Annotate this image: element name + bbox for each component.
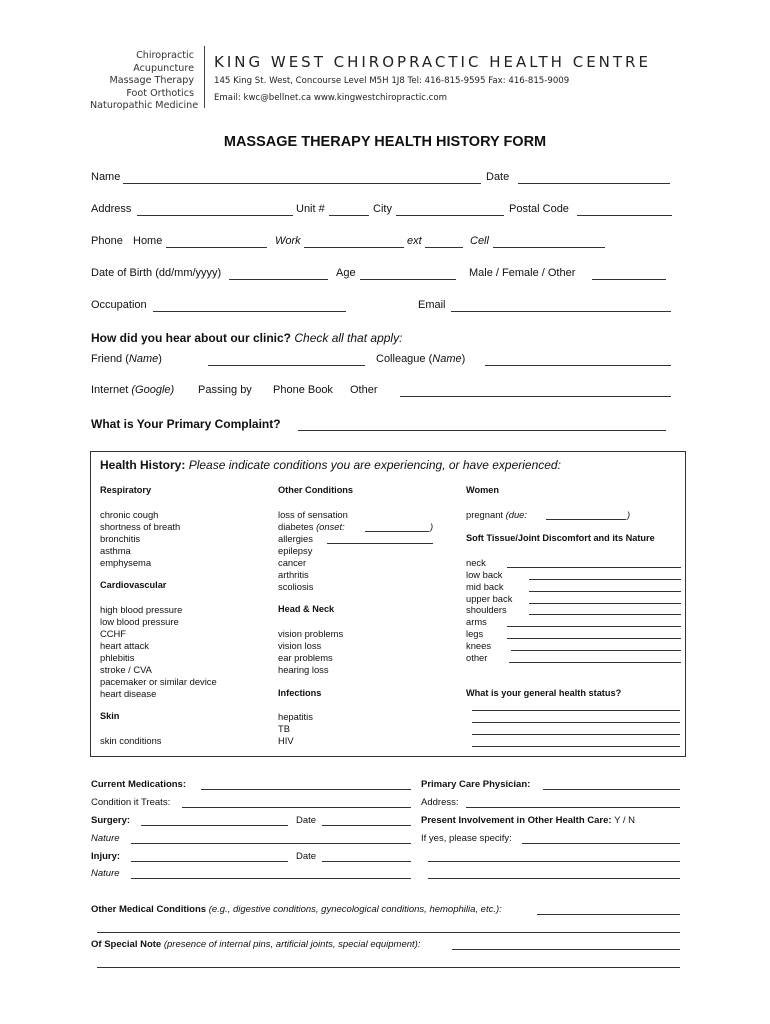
condition-diabetes[interactable] xyxy=(278,521,345,532)
discomfort-label: arms xyxy=(466,616,487,627)
health-history-title xyxy=(100,458,561,472)
colleague-option[interactable] xyxy=(376,353,465,365)
google-hint: (Google) xyxy=(131,384,175,396)
postal-code-field[interactable] xyxy=(577,215,672,216)
condition-high-blood-pressure[interactable] xyxy=(100,604,182,615)
soft-tissue-heading: Soft Tissue/Joint Discomfort and its Nature xyxy=(466,533,655,543)
surgery-nature-label: Nature xyxy=(91,833,120,844)
discomfort-label: mid back xyxy=(466,581,504,592)
injury-nature-label: Nature xyxy=(91,868,120,879)
cardiovascular-heading: Cardiovascular xyxy=(100,580,167,590)
condition-label: arthritis xyxy=(278,569,309,580)
form-title: MASSAGE THERAPY HEALTH HISTORY FORM xyxy=(223,134,547,150)
condition-stroke[interactable] xyxy=(100,664,152,675)
present-involvement xyxy=(421,815,635,826)
condition-label: phlebitis xyxy=(100,652,135,663)
phone-book-label: Phone Book xyxy=(273,384,333,396)
injury-label: Injury: xyxy=(91,851,121,862)
condition-ear-problems[interactable] xyxy=(278,652,333,663)
cell-field[interactable] xyxy=(493,247,605,248)
present-involvement-label: Present Involvement in Other Health Care: xyxy=(421,815,612,826)
condition-epilepsy[interactable] xyxy=(278,545,312,556)
other-medical-hint: (e.g., digestive conditions, gynecological conditions, hemophilia, etc.): xyxy=(208,904,502,915)
referral-question xyxy=(91,331,402,345)
condition-label: TB xyxy=(278,723,290,734)
condition-shortness-of-breath[interactable] xyxy=(100,521,180,532)
internet-label: Internet xyxy=(91,384,129,396)
date-field[interactable] xyxy=(518,183,670,184)
surgery-field[interactable] xyxy=(141,825,288,826)
discomfort-neck[interactable] xyxy=(466,557,486,568)
condition-label: shortness of breath xyxy=(100,521,181,532)
condition-label: asthma xyxy=(100,545,131,556)
condition-label: skin conditions xyxy=(100,735,162,746)
onset-hint: (onset: xyxy=(316,521,345,532)
discomfort-label: knees xyxy=(466,640,492,651)
condition-low-blood-pressure[interactable] xyxy=(100,616,179,627)
discomfort-low-back[interactable] xyxy=(466,569,502,580)
condition-tb[interactable] xyxy=(278,723,290,734)
condition-emphysema[interactable] xyxy=(100,557,151,568)
work-phone-field[interactable] xyxy=(304,247,404,248)
condition-treats-field[interactable] xyxy=(182,807,411,808)
phone-book-option[interactable] xyxy=(273,384,333,396)
discomfort-label: other xyxy=(466,652,488,663)
postal-code-label: Postal Code xyxy=(509,203,569,215)
service-item: Chiropractic xyxy=(136,50,194,61)
occupation-label: Occupation xyxy=(91,299,147,311)
condition-heart-attack[interactable] xyxy=(100,640,149,651)
injury-field[interactable] xyxy=(131,861,288,862)
condition-phlebitis[interactable] xyxy=(100,652,134,663)
specify-line-2[interactable] xyxy=(428,861,680,862)
diabetes-onset-field[interactable] xyxy=(365,531,429,532)
special-note xyxy=(91,939,421,950)
general-health-heading: What is your general health status? xyxy=(466,688,622,698)
discomfort-label: low back xyxy=(466,569,503,580)
condition-cancer[interactable] xyxy=(278,557,306,568)
discomfort-label: upper back xyxy=(466,593,513,604)
condition-hiv[interactable] xyxy=(278,735,294,746)
allergies-field[interactable] xyxy=(327,543,433,544)
discomfort-upper-back[interactable] xyxy=(466,593,512,604)
passing-by-option[interactable] xyxy=(198,384,252,396)
work-phone-label: Work xyxy=(275,235,301,247)
other-option[interactable] xyxy=(350,384,378,396)
surgery-label: Surgery: xyxy=(91,815,131,826)
email-label: Email xyxy=(418,299,446,311)
condition-label: chronic cough xyxy=(100,509,159,520)
passing-by-label: Passing by xyxy=(198,384,252,396)
arms-field[interactable] xyxy=(507,626,681,627)
injury-date-label: Date xyxy=(296,851,317,862)
condition-label: hearing loss xyxy=(278,664,329,675)
colleague-label: Colleague ( xyxy=(376,353,433,365)
special-note-line-2[interactable] xyxy=(97,967,680,968)
women-heading: Women xyxy=(466,485,500,495)
general-health-line[interactable] xyxy=(472,734,680,735)
referral-instruction: Check all that apply: xyxy=(294,331,403,345)
condition-scoliosis[interactable] xyxy=(278,581,313,592)
close-paren: ) xyxy=(158,353,162,365)
condition-hearing-loss[interactable] xyxy=(278,664,329,675)
discomfort-arms[interactable] xyxy=(466,616,487,627)
service-item: Naturopathic Medicine xyxy=(90,100,199,112)
friend-label: Friend ( xyxy=(91,353,129,365)
health-history-subtitle: Please indicate conditions you are experiencing, or have experienced: xyxy=(188,458,561,472)
referral-question-text: How did you hear about our clinic? xyxy=(91,331,292,345)
discomfort-shoulders[interactable] xyxy=(466,604,507,615)
occupation-field[interactable] xyxy=(153,311,346,312)
city-label: City xyxy=(373,203,392,215)
internet-option[interactable] xyxy=(91,384,174,396)
primary-complaint-field[interactable] xyxy=(298,430,666,431)
name-label: Name xyxy=(91,171,121,183)
condition-arthritis[interactable] xyxy=(278,569,309,580)
other-medical-field[interactable] xyxy=(537,914,680,915)
date-label: Date xyxy=(486,171,510,183)
if-yes-field[interactable] xyxy=(522,843,680,844)
colleague-name-hint: Name xyxy=(432,353,462,365)
due-hint: (due: xyxy=(505,509,527,520)
condition-treats-label: Condition it Treats: xyxy=(91,797,171,808)
address-label: Address xyxy=(91,203,132,215)
discomfort-mid-back[interactable] xyxy=(466,581,504,592)
service-item: Acupuncture xyxy=(133,62,194,74)
neck-field[interactable] xyxy=(507,567,681,568)
current-medications-label: Current Medications: xyxy=(91,779,187,790)
gender-options[interactable]: Male / Female / Other xyxy=(469,267,576,279)
due-date-field[interactable] xyxy=(546,519,626,520)
condition-label: stroke / CVA xyxy=(100,664,152,675)
primary-complaint-label: What is Your Primary Complaint? xyxy=(91,417,281,431)
condition-heart-disease[interactable] xyxy=(100,688,156,699)
home-phone-label: Home xyxy=(133,235,163,247)
yes-no-options[interactable]: Y / N xyxy=(614,815,636,826)
age-field[interactable] xyxy=(360,279,456,280)
email-field[interactable] xyxy=(451,311,671,312)
condition-hepatitis[interactable] xyxy=(278,711,313,722)
condition-label: pregnant xyxy=(466,509,504,520)
discomfort-legs[interactable] xyxy=(466,628,483,639)
service-item: Foot Orthotics xyxy=(126,87,194,99)
physician-address-field[interactable] xyxy=(466,807,680,808)
city-field[interactable] xyxy=(396,215,504,216)
other-label: Other xyxy=(350,384,378,396)
condition-label: heart attack xyxy=(100,640,149,651)
condition-label: HIV xyxy=(278,735,294,746)
condition-vision-problems[interactable] xyxy=(278,628,343,639)
condition-label: low blood pressure xyxy=(100,616,179,627)
current-medications-field[interactable] xyxy=(201,789,411,790)
phone-label: Phone xyxy=(91,235,123,247)
age-label: Age xyxy=(336,267,356,279)
general-health-line[interactable] xyxy=(472,710,680,711)
other-discomfort-field[interactable] xyxy=(509,662,681,663)
due-close: ) xyxy=(627,509,631,520)
condition-skin[interactable] xyxy=(100,735,162,746)
condition-label: scoliosis xyxy=(278,581,314,592)
discomfort-label: neck xyxy=(466,557,486,568)
surgery-nature-field[interactable] xyxy=(131,843,411,844)
home-phone-field[interactable] xyxy=(166,247,267,248)
infections-heading: Infections xyxy=(278,688,322,698)
other-referral-field[interactable] xyxy=(400,396,671,397)
unit-label: Unit # xyxy=(296,203,325,215)
gender-other-field[interactable] xyxy=(592,279,666,280)
discomfort-other[interactable] xyxy=(466,652,487,663)
legs-field[interactable] xyxy=(507,638,681,639)
onset-close: ) xyxy=(430,521,434,532)
condition-allergies[interactable] xyxy=(278,533,313,544)
injury-date-field[interactable] xyxy=(322,861,411,862)
knees-field[interactable] xyxy=(511,650,681,651)
header-divider xyxy=(204,46,205,108)
other-conditions-heading: Other Conditions xyxy=(278,485,354,495)
shoulders-field[interactable] xyxy=(529,614,681,615)
condition-label: high blood pressure xyxy=(100,604,183,615)
condition-pregnant[interactable] xyxy=(466,509,527,520)
address-field[interactable] xyxy=(137,215,293,216)
condition-label: heart disease xyxy=(100,688,157,699)
surgery-date-label: Date xyxy=(296,815,317,826)
physician-address-label: Address: xyxy=(421,797,459,808)
condition-asthma[interactable] xyxy=(100,545,131,556)
discomfort-knees[interactable] xyxy=(466,640,491,651)
friend-option[interactable] xyxy=(91,353,162,365)
clinic-contact: Email: kwc@bellnet.ca www.kingwestchiropractic.com xyxy=(214,93,448,103)
ext-label: ext xyxy=(407,235,422,247)
condition-label: vision problems xyxy=(278,628,344,639)
mid-back-field[interactable] xyxy=(529,591,681,592)
condition-cchf[interactable] xyxy=(100,628,126,639)
condition-vision-loss[interactable] xyxy=(278,640,321,651)
condition-label: bronchitis xyxy=(100,533,141,544)
cell-label: Cell xyxy=(470,235,489,247)
general-health-line[interactable] xyxy=(472,722,680,723)
special-note-hint: (presence of internal pins, artificial joints, special equipment): xyxy=(163,939,421,950)
condition-label: vision loss xyxy=(278,640,322,651)
condition-label: hepatitis xyxy=(278,711,313,722)
dob-label: Date of Birth (dd/mm/yyyy) xyxy=(91,267,222,279)
services-list xyxy=(90,50,199,113)
condition-pacemaker[interactable] xyxy=(100,676,217,687)
surgery-date-field[interactable] xyxy=(322,825,411,826)
condition-label: cancer xyxy=(278,557,307,568)
primary-care-field[interactable] xyxy=(543,789,680,790)
special-note-field[interactable] xyxy=(452,949,680,950)
name-field[interactable] xyxy=(123,183,481,184)
clinic-name: KING WEST CHIROPRACTIC HEALTH CENTRE xyxy=(214,53,651,71)
health-history-heading: Health History: xyxy=(100,458,186,472)
service-item: Massage Therapy xyxy=(109,75,194,87)
condition-loss-of-sensation[interactable] xyxy=(278,509,348,520)
condition-label: CCHF xyxy=(100,628,127,639)
if-yes-label: If yes, please specify: xyxy=(421,833,512,844)
condition-bronchitis[interactable] xyxy=(100,533,140,544)
condition-chronic-cough[interactable] xyxy=(100,509,158,520)
condition-label: epilepsy xyxy=(278,545,313,556)
dob-field[interactable] xyxy=(229,279,328,280)
condition-label: loss of sensation xyxy=(278,509,348,520)
special-note-label: Of Special Note xyxy=(91,939,162,950)
condition-label: allergies xyxy=(278,533,313,544)
head-neck-heading: Head & Neck xyxy=(278,604,335,614)
ext-field[interactable] xyxy=(425,247,463,248)
respiratory-heading: Respiratory xyxy=(100,485,152,495)
other-medical-line-2[interactable] xyxy=(97,932,680,933)
other-medical xyxy=(91,904,502,915)
other-medical-label: Other Medical Conditions xyxy=(91,904,207,915)
skin-heading: Skin xyxy=(100,711,120,721)
specify-line-3[interactable] xyxy=(428,878,680,879)
general-health-line[interactable] xyxy=(472,746,680,747)
upper-back-field[interactable] xyxy=(529,603,681,604)
discomfort-label: shoulders xyxy=(466,604,507,615)
close-paren: ) xyxy=(461,353,466,365)
clinic-address: 145 King St. West, Concourse Level M5H 1J8 Tel: 416-815-9595 Fax: 416-815-9009 xyxy=(214,76,570,86)
discomfort-label: legs xyxy=(466,628,484,639)
colleague-name-field[interactable] xyxy=(485,365,671,366)
condition-label: emphysema xyxy=(100,557,152,568)
friend-name-field[interactable] xyxy=(208,365,365,366)
condition-label: pacemaker or similar device xyxy=(100,676,217,687)
low-back-field[interactable] xyxy=(529,579,681,580)
unit-field[interactable] xyxy=(329,215,369,216)
condition-label: ear problems xyxy=(278,652,333,663)
condition-label: diabetes xyxy=(278,521,314,532)
injury-nature-field[interactable] xyxy=(131,878,411,879)
primary-care-label: Primary Care Physician: xyxy=(421,779,531,790)
friend-name-hint: Name xyxy=(128,353,159,365)
